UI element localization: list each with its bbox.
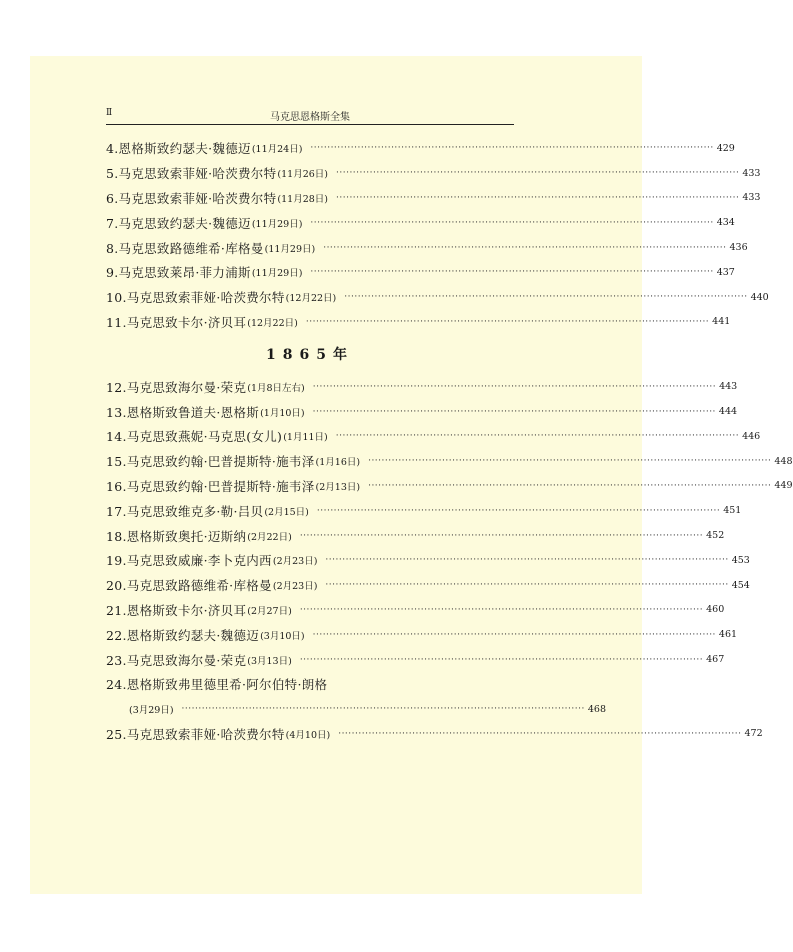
toc-entry — [106, 210, 735, 235]
toc-entry-title: 23.马克思致海尔曼·荣克 — [106, 652, 247, 668]
toc-leader-dots: ························································································································ — [316, 505, 721, 516]
toc-entry-date: (11月28日) — [277, 193, 328, 205]
toc-entry-title: 19.马克思致威廉·李卜克内西 — [106, 553, 272, 569]
toc-entry-date: (11月29日) — [251, 268, 303, 280]
toc-entry — [106, 161, 761, 186]
toc-entry — [106, 399, 738, 424]
toc-leader-dots: ························································································································ — [325, 555, 729, 566]
toc-entry-date: (3月13日) — [247, 655, 292, 667]
toc-entry-page: 444 — [718, 406, 738, 418]
toc-leader-dots: ························································································································ — [338, 728, 742, 739]
toc-entry-date: (1月10日) — [260, 407, 305, 419]
toc-entry-date: (2月23日) — [272, 556, 318, 568]
toc-entry — [106, 424, 761, 449]
toc-entry-title: 24.恩格斯致弗里德里希·阿尔伯特·朗格 — [106, 677, 328, 693]
toc-entry — [106, 310, 731, 335]
toc-leader-dots: ························································································································ — [344, 292, 748, 303]
toc-entry-page: 433 — [742, 192, 761, 204]
toc-entry — [106, 449, 793, 474]
toc-entry-page: 451 — [723, 505, 742, 517]
toc-entry-title: 22.恩格斯致约瑟夫·魏德迈 — [106, 627, 260, 643]
toc-entry-title: 18.恩格斯致奥托·迈斯纳 — [106, 528, 247, 544]
toc-entry-title: 5.马克思致索菲娅·哈茨费尔特 — [106, 166, 277, 182]
toc-entry — [106, 260, 735, 285]
toc-entry — [106, 474, 793, 499]
year-heading: 1865年 — [266, 347, 354, 364]
toc-entry-title: 14.马克思致燕妮·马克思(女儿) — [106, 429, 283, 445]
toc-entry-date: (11月29日) — [264, 243, 316, 255]
book-title: 马克思恩格斯全集 — [270, 112, 350, 123]
toc-leader-dots: ························································································································ — [310, 267, 714, 278]
toc-leader-dots: ························································································································ — [299, 604, 704, 615]
toc-entry — [106, 374, 738, 399]
toc-leader-dots: ························································································································ — [305, 316, 710, 327]
toc-leader-dots: ························································································································ — [312, 406, 716, 417]
toc-leader-dots: ························································································································ — [312, 629, 716, 640]
toc-section-1864 — [106, 136, 769, 334]
toc-entry-date: (2月15日) — [264, 506, 309, 518]
toc-entry-title: 13.恩格斯致鲁道夫·恩格斯 — [106, 404, 260, 420]
toc-entry-title: 9.马克思致莱昂·菲力浦斯 — [106, 265, 251, 281]
toc-entry-date: (2月27日) — [247, 605, 292, 617]
toc-entry-page: 448 — [774, 455, 793, 467]
toc-leader-dots: ························································································································ — [368, 456, 772, 467]
toc-entry-page: 454 — [731, 579, 750, 591]
toc-entry-date: (4月10日) — [285, 729, 331, 741]
toc-entry-title: 15.马克思致约翰·巴普提斯特·施韦泽 — [106, 454, 315, 470]
toc-entry — [106, 647, 725, 672]
page-header — [106, 106, 514, 125]
toc-entry-24-continuation — [106, 697, 606, 722]
toc-leader-dots: ························································································································ — [310, 143, 714, 154]
toc-entry-page: 460 — [706, 604, 725, 616]
toc-entry-title: 6.马克思致索菲娅·哈茨费尔特 — [106, 190, 277, 206]
toc-entry-date: (12月22日) — [247, 317, 298, 329]
toc-entry-date: (2月23日) — [272, 581, 318, 593]
toc-leader-dots: ························································································································ — [323, 242, 727, 253]
toc-entry — [106, 186, 761, 211]
toc-entry-page: 452 — [706, 530, 725, 542]
toc-entry-page: 443 — [719, 381, 738, 393]
toc-entry — [106, 598, 725, 623]
toc-entry-page: 441 — [712, 316, 731, 328]
toc-entry-title: 8.马克思致路德维希·库格曼 — [106, 240, 264, 256]
toc-entry-title: 7.马克思致约瑟夫·魏德迈 — [106, 215, 251, 231]
toc-entry-title: 16.马克思致约翰·巴普提斯特·施韦泽 — [106, 478, 315, 494]
toc-leader-dots: ························································································································ — [336, 168, 740, 179]
toc-entry-page: 437 — [716, 266, 735, 278]
toc-entry-25 — [106, 722, 763, 747]
toc-section-1865 — [106, 374, 793, 672]
toc-entry — [106, 622, 738, 647]
page-number: Ⅱ — [106, 108, 113, 118]
toc-entry-page: 449 — [774, 480, 793, 492]
toc-entry — [106, 573, 750, 598]
toc-entry — [106, 498, 742, 523]
toc-entry-page: 461 — [718, 629, 738, 641]
toc-entry-page: 468 — [587, 703, 606, 715]
toc-entry-page: 440 — [750, 291, 769, 303]
toc-leader-dots: ························································································································ — [181, 704, 585, 715]
toc-entry — [106, 136, 735, 161]
toc-entry-page: 429 — [716, 142, 735, 154]
toc-entry-page: 453 — [731, 554, 750, 566]
toc-entry-date: (11月29日) — [251, 218, 303, 230]
toc-entry-title: 17.马克思致维克多·勒·吕贝 — [106, 503, 264, 519]
toc-entry-page: 446 — [742, 430, 761, 442]
toc-leader-dots: ························································································································ — [368, 480, 772, 491]
toc-entry-date: (3月29日) — [129, 705, 174, 717]
toc-leader-dots: ························································································································ — [325, 580, 729, 591]
toc-leader-dots: ························································································································ — [310, 217, 714, 228]
toc-entry-24 — [106, 672, 514, 697]
toc-entry-date: (12月22日) — [285, 293, 337, 305]
toc-entry — [106, 548, 750, 573]
toc-entry — [106, 523, 725, 548]
toc-entry-date: (1月8日左右) — [247, 382, 305, 394]
toc-entry-title: 20.马克思致路德维希·库格曼 — [106, 578, 272, 594]
toc-leader-dots: ························································································································ — [335, 431, 740, 442]
toc-entry-title: 25.马克思致索菲娅·哈茨费尔特 — [106, 726, 285, 742]
toc-entry-date: (11月26日) — [277, 169, 328, 181]
toc-entry-title: 10.马克思致索菲娅·哈茨费尔特 — [106, 290, 285, 306]
toc-entry-date: (2月13日) — [315, 481, 361, 493]
table-of-contents — [106, 136, 793, 746]
toc-entry-date: (3月10日) — [260, 630, 305, 642]
toc-leader-dots: ························································································································ — [336, 192, 740, 203]
toc-leader-dots: ························································································································ — [299, 530, 704, 541]
toc-entry-date: (11月24日) — [251, 144, 303, 156]
toc-leader-dots: ························································································································ — [299, 654, 704, 665]
toc-entry-date: (1月11日) — [283, 432, 328, 444]
toc-entry-page: 472 — [744, 728, 763, 740]
toc-entry-title: 11.马克思致卡尔·济贝耳 — [106, 314, 247, 330]
toc-entry-date: (1月16日) — [315, 457, 361, 469]
toc-entry-title: 4.恩格斯致约瑟夫·魏德迈 — [106, 141, 251, 157]
toc-entry — [106, 235, 748, 260]
toc-entry-page: 434 — [716, 217, 735, 229]
toc-leader-dots: ························································································································ — [312, 381, 717, 392]
toc-entry-title: 12.马克思致海尔曼·荣克 — [106, 379, 247, 395]
toc-entry-page: 467 — [706, 654, 725, 666]
toc-entry — [106, 285, 769, 310]
toc-entry-date: (2月22日) — [247, 531, 292, 543]
toc-entry-page: 436 — [729, 242, 748, 254]
toc-entry-title: 21.恩格斯致卡尔·济贝耳 — [106, 602, 247, 618]
toc-entry-page: 433 — [742, 167, 761, 179]
